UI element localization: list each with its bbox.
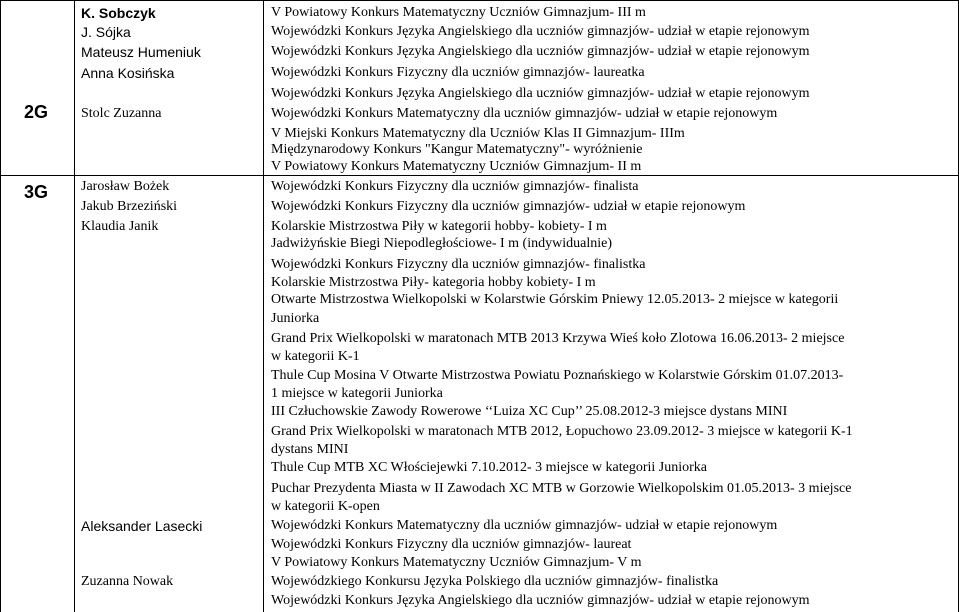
achievement-line: Kolarskie Mistrzostwa Piły w kategorii hobby- kobiety- I m bbox=[271, 219, 607, 234]
achievement-line: Wojewódzki Konkurs Języka Angielskiego dla uczniów gimnazjów- udział w etapie rejonowym bbox=[271, 86, 810, 101]
student-name: Zuzanna Nowak bbox=[81, 574, 174, 589]
achievement-line: Wojewódzki Konkurs Matematyczny dla uczniów gimnazjów- udział w etapie rejonowym bbox=[271, 518, 778, 533]
section-divider-2g-3g bbox=[0, 175, 959, 176]
class-label-3g: 3G bbox=[24, 182, 49, 202]
achievement-line: Jadwiżyńskie Biegi Niepodległościowe- I m (indywidualnie) bbox=[271, 236, 612, 251]
achievement-line: Wojewódzki Konkurs Fizyczny dla uczniów gimnazjów- udział w etapie rejonowym bbox=[271, 199, 746, 214]
student-name: Aleksander Lasecki bbox=[81, 518, 203, 534]
achievement-line: 1 miejsce w kategorii Juniorka bbox=[271, 386, 443, 401]
achievement-line: Puchar Prezydenta Miasta w II Zawodach XC MTB w Gorzowie Wielkopolskim 01.05.2013- 3 miejsce bbox=[271, 481, 852, 496]
achievement-line: V Powiatowy Konkurs Matematyczny Uczniów Gimnazjum- III m bbox=[271, 5, 646, 20]
table-border-top bbox=[0, 0, 959, 1]
achievement-line: Wojewódzki Konkurs Fizyczny dla uczniów gimnazjów- finalistka bbox=[271, 257, 646, 272]
achievement-line: Grand Prix Wielkopolski w maratonach MTB 2013 Krzywa Wieś koło Zlotowa 16.06.2013- 2 miejsce bbox=[271, 331, 845, 346]
student-name: Klaudia Janik bbox=[81, 219, 159, 234]
achievement-line: Wojewódzki Konkurs Matematyczny dla uczniów gimnazjów- udział w etapie rejonowym bbox=[271, 106, 778, 121]
achievement-line: w kategorii K-open bbox=[271, 499, 380, 514]
achievement-line: Kolarskie Mistrzostwa Piły- kategoria hobby kobiety- I m bbox=[271, 275, 596, 290]
student-name: Jakub Brzeziński bbox=[81, 199, 178, 214]
achievement-line: Wojewódzki Konkurs Fizyczny dla uczniów gimnazjów- laureatka bbox=[271, 65, 645, 80]
student-name: Stolc Zuzanna bbox=[81, 106, 162, 121]
class-label-2g: 2G bbox=[24, 102, 49, 122]
student-name: J. Sójka bbox=[81, 24, 131, 40]
class-column-divider bbox=[74, 0, 75, 612]
achievement-line: w kategorii K-1 bbox=[271, 349, 360, 364]
achievement-line: Otwarte Mistrzostwa Wielkopolski w Kolarstwie Górskim Pniewy 12.05.2013- 2 miejsce w kategorii bbox=[271, 292, 839, 307]
achievement-line: Wojewódzki Konkurs Języka Angielskiego dla uczniów gimnazjów- udział w etapie rejonowym bbox=[271, 44, 810, 59]
achievement-line: Wojewódzkiego Konkursu Języka Polskiego dla uczniów gimnazjów- finalistka bbox=[271, 574, 719, 589]
student-name: K. Sobczyk bbox=[81, 5, 156, 21]
achievement-line: Wojewódzki Konkurs Fizyczny dla uczniów gimnazjów- finalista bbox=[271, 179, 639, 194]
achievement-line: Juniorka bbox=[271, 311, 320, 326]
achievement-line: Grand Prix Wielkopolski w maratonach MTB 2012, Łopuchowo 23.09.2012- 3 miejsce w kategorii K-1 bbox=[271, 424, 853, 439]
achievement-line: Międzynarodowy Konkurs "Kangur Matematyczny"- wyróżnienie bbox=[271, 142, 643, 157]
achievement-line: Thule Cup Mosina V Otwarte Mistrzostwa Powiatu Poznańskiego w Kolarstwie Górskim 01.07.2013- bbox=[271, 368, 844, 383]
achievement-line: V Powiatowy Konkurs Matematyczny Uczniów Gimnazjum- V m bbox=[271, 555, 642, 570]
achievement-line: V Miejski Konkurs Matematyczny dla Uczniów Klas II Gimnazjum- IIIm bbox=[271, 126, 685, 141]
achievement-line: Wojewódzki Konkurs Języka Angielskiego dla uczniów gimnazjów- udział w etapie rejonowym bbox=[271, 593, 810, 608]
achievement-line: Wojewódzki Konkurs Języka Angielskiego dla uczniów gimnazjów- udział w etapie rejonowym bbox=[271, 24, 810, 39]
table-border-left bbox=[0, 0, 1, 612]
student-name: Anna Kosińska bbox=[81, 65, 175, 81]
student-name: Mateusz Humeniuk bbox=[81, 44, 201, 60]
student-name: Jarosław Bożek bbox=[81, 179, 170, 194]
achievement-line: V Powiatowy Konkurs Matematyczny Uczniów Gimnazjum- II m bbox=[271, 159, 642, 174]
name-column-divider bbox=[263, 0, 264, 612]
achievement-line: Wojewódzki Konkurs Fizyczny dla uczniów gimnazjów- laureat bbox=[271, 537, 632, 552]
achievement-line: Thule Cup MTB XC Włościejewki 7.10.2012- 3 miejsce w kategorii Juniorka bbox=[271, 460, 708, 475]
achievement-line: III Człuchowskie Zawody Rowerowe ‘‘Luiza XC Cup’’ 25.08.2012-3 miejsce dystans MINI bbox=[271, 404, 788, 419]
achievement-line: dystans MINI bbox=[271, 442, 349, 457]
